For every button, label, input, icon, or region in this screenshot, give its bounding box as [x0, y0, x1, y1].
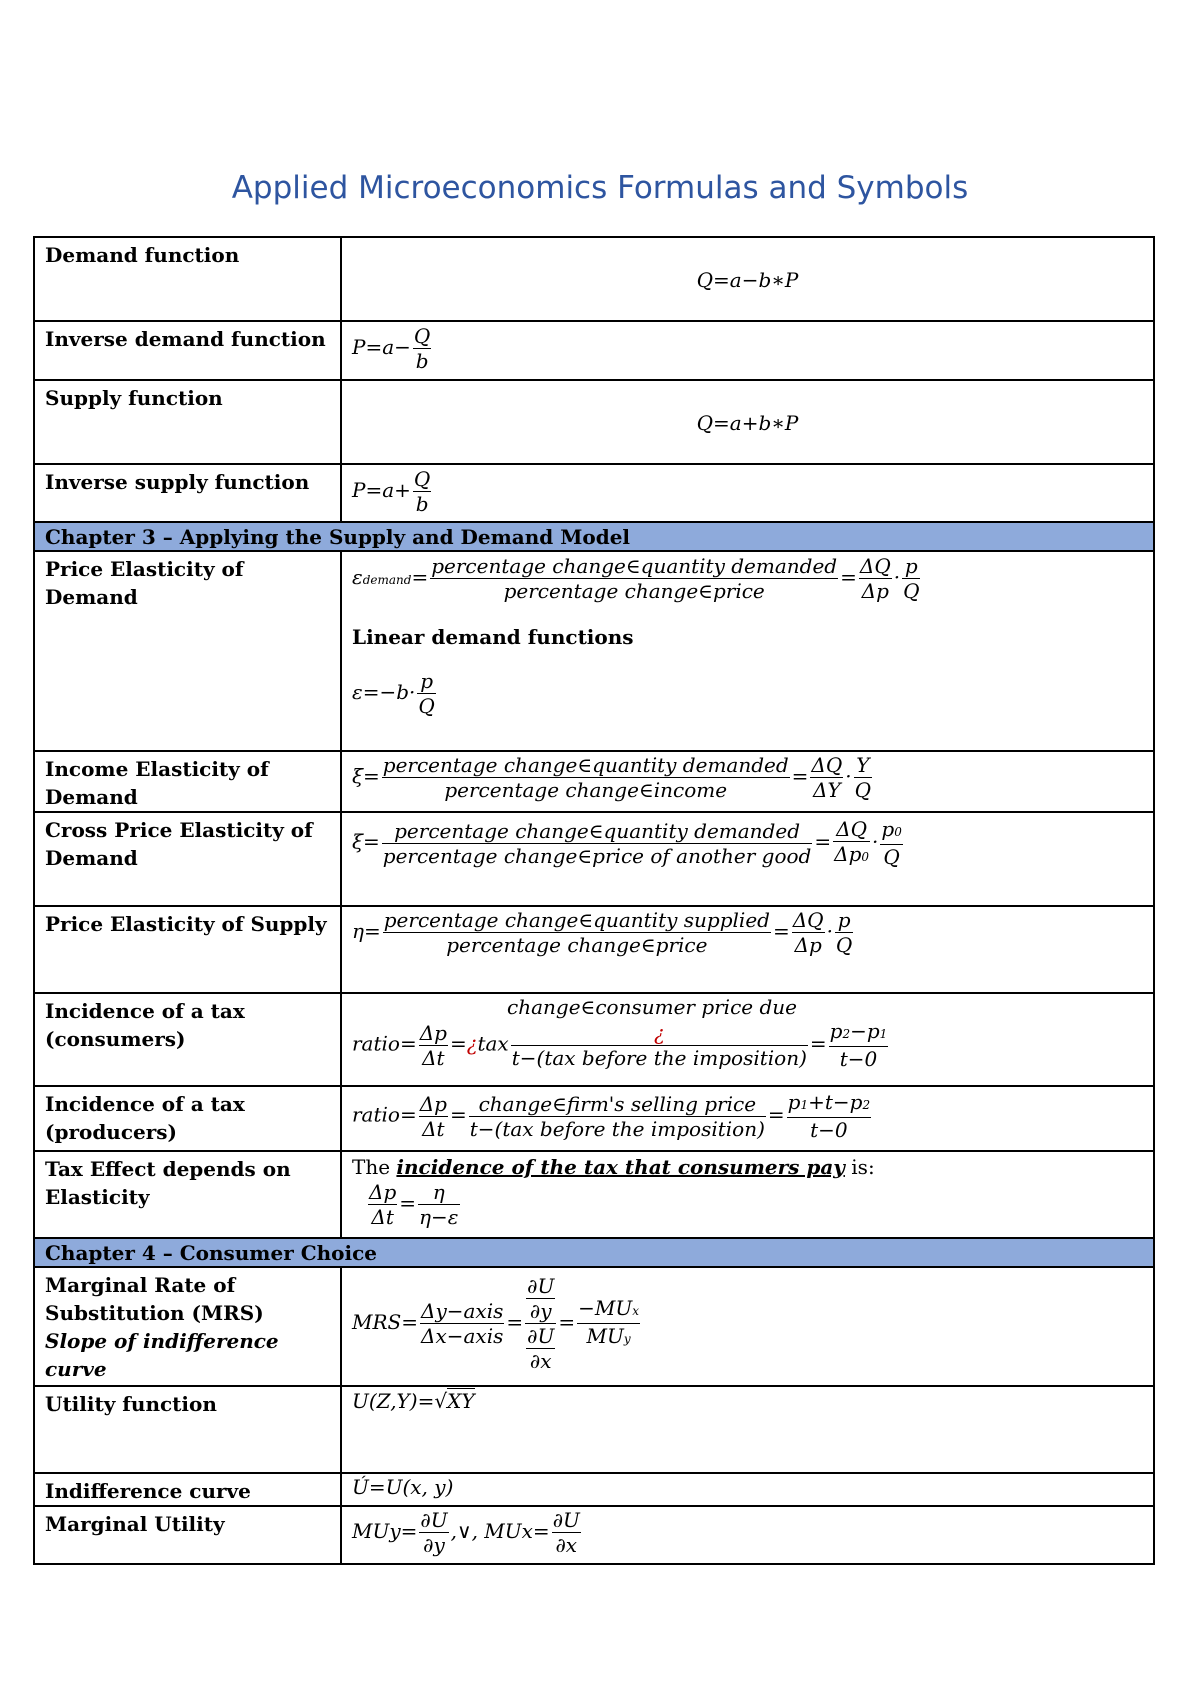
epsilon-symbol: ε — [352, 565, 363, 589]
fraction-numerator: Q — [413, 467, 431, 491]
fraction-denominator: t−(tax before the imposition) — [469, 1116, 765, 1141]
fraction-numerator: ∂U — [527, 1274, 555, 1298]
fraction-denominator: Δp — [861, 579, 889, 603]
row-label: Tax Effect depends on — [45, 1157, 291, 1181]
fraction-denominator: Δp — [794, 933, 822, 957]
row-label: Demand function — [34, 237, 341, 321]
table-row: Price Elasticity of Supply η= $\frac{\text{percentage change∈quantity supplied}}{\text{percentage change∈price}}$ = $\frac{\Delta Q}{\Delta p}$ · $\frac{p}{Q}$ — [34, 906, 1154, 993]
linear-demand-subheading: Linear demand functions — [352, 625, 634, 649]
fraction-denominator: ∂y — [529, 1299, 552, 1323]
body-text: The — [352, 1155, 397, 1179]
table-row: Price Elasticity of Demand εdemand= $\frac{\text{percentage change∈quantity demanded}}{\text{percentage change∈price}}$ = $\frac{\Delta Q}{\Delta p}$ · $\frac{p}{Q}$ Linear demand functions ε=−b· $\frac{p}{Q}$ — [34, 551, 1154, 751]
emphasis-text: incidence of the tax that consumers pay — [396, 1155, 845, 1179]
fraction-denominator: Q — [418, 694, 435, 718]
fraction-denominator: Δt — [422, 1045, 445, 1070]
error-mark: ¿ — [466, 1031, 478, 1056]
fraction-denominator: Q — [883, 845, 900, 869]
subscript: 1 — [879, 1027, 888, 1041]
fraction-numerator: p — [787, 1090, 801, 1114]
row-label: Cross Price Elasticity of — [45, 818, 313, 842]
row-label: Marginal Utility — [34, 1506, 341, 1564]
row-label: Slope of indifference — [45, 1329, 279, 1353]
chapter-heading — [34, 1238, 1154, 1267]
fraction-denominator: b — [415, 492, 429, 516]
formula-text: ξ= — [352, 764, 380, 788]
fraction-numerator: ΔQ — [792, 908, 824, 932]
row-label: Demand — [45, 785, 138, 809]
fraction-numerator: η — [418, 1180, 459, 1205]
fraction-numerator-part: +t−p — [808, 1090, 863, 1114]
formula-text: MUy= — [352, 1519, 418, 1543]
table-row: Incidence of a tax (producers) ratio= $\frac{\Delta p}{\Delta t}$ = $\frac{\text{change∈firm's selling price}}{\text{t−(tax before the imposition)}}$ = $\frac{p1+t-p2}{t-0}$ — [34, 1086, 1154, 1151]
fraction-denominator: Q — [835, 933, 853, 957]
supply-function-formula: 𝑄=𝑎+𝑏∗𝑃 — [696, 411, 799, 435]
formula-text: Ú=U(x, y) — [352, 1475, 454, 1499]
subscript: y — [623, 1332, 631, 1346]
fraction-denominator: MU — [586, 1324, 624, 1348]
fraction-numerator: p — [835, 908, 853, 933]
fraction-numerator: p — [902, 554, 920, 579]
table-row — [34, 1473, 1154, 1506]
fraction-numerator-part: −p — [850, 1019, 880, 1043]
row-label: curve — [45, 1357, 107, 1381]
fraction-denominator: percentage change∈price — [446, 933, 708, 957]
subscript: 1 — [800, 1098, 809, 1112]
row-label: Utility function — [34, 1386, 341, 1473]
formula-text: ,∨, MUx= — [450, 1519, 550, 1543]
table-row — [34, 380, 1154, 464]
fraction-denominator: Q — [903, 579, 920, 603]
fraction-numerator: Δp — [419, 1020, 447, 1045]
fraction-numerator: p — [881, 817, 895, 841]
fraction-numerator: ΔQ — [811, 753, 843, 777]
fraction-numerator: ∂U — [552, 1508, 580, 1532]
epsilon-subscript: demand — [362, 573, 412, 587]
fraction-denominator: t−0 — [839, 1047, 878, 1071]
fraction-denominator: Δp — [834, 842, 862, 866]
fraction-denominator: Q — [854, 778, 872, 802]
fraction-numerator: ¿ — [511, 1021, 808, 1046]
fraction-denominator: percentage change∈income — [444, 778, 728, 802]
fraction-denominator: ∂x — [555, 1533, 578, 1557]
row-label: Indifference curve — [34, 1473, 341, 1506]
row-label: (producers) — [45, 1120, 178, 1144]
formula-text: ε=−b· — [352, 680, 416, 704]
table-row — [34, 321, 1154, 380]
row-label: Substitution (MRS) — [45, 1301, 264, 1325]
table-row — [34, 1386, 1154, 1473]
row-label: Incidence of a tax — [45, 1092, 245, 1116]
fraction-denominator: percentage change∈price — [503, 579, 765, 603]
radicand: XY — [447, 1389, 475, 1413]
subscript: 2 — [862, 1098, 871, 1112]
fraction-numerator: percentage change∈quantity supplied — [383, 908, 770, 932]
formula-text: MRS= — [352, 1310, 418, 1334]
fraction-numerator: Δp — [369, 1180, 397, 1204]
row-label: (consumers) — [45, 1027, 186, 1051]
fraction-denominator: Δt — [371, 1205, 394, 1229]
subscript: 2 — [842, 1027, 851, 1041]
fraction-denominator: Δx−axis — [421, 1324, 504, 1348]
fraction-numerator: p — [829, 1019, 843, 1043]
subscript: 0 — [894, 825, 902, 839]
fraction-numerator: −MU — [578, 1296, 633, 1320]
demand-function-formula: 𝑄=𝑎−𝑏∗𝑃 — [696, 268, 799, 292]
formula-text: ξ= — [352, 829, 380, 854]
subscript: x — [632, 1304, 639, 1318]
fraction-numerator: Q — [413, 324, 431, 348]
fraction-denominator: ∂x — [529, 1349, 552, 1373]
chapter-4-heading: Chapter 4 – Consumer Choice — [34, 1238, 1154, 1267]
table-row: Incidence of a tax (consumers) change∈consumer price due ratio= $\frac{\Delta p}{\Delta t}$ =¿tax $\frac{¿}{\text{t−(tax before the imposition)}}$ = $\frac{p2-p1}{t-0}$ — [34, 993, 1154, 1086]
subscript: 0 — [861, 850, 870, 864]
fraction-numerator: p — [417, 669, 435, 694]
fraction-numerator: percentage change∈quantity demanded — [382, 753, 789, 777]
fraction-denominator: b — [415, 349, 429, 373]
row-label: Price Elasticity of — [45, 557, 244, 581]
fraction-denominator: percentage change∈price of another good — [382, 843, 812, 868]
fraction-numerator: Δp — [419, 1091, 447, 1116]
row-label: Incidence of a tax — [45, 999, 245, 1023]
fraction-denominator: t−(tax before the imposition) — [511, 1045, 807, 1070]
table-row — [34, 237, 1154, 321]
formula-text: ratio= — [352, 1102, 417, 1127]
fraction-numerator: percentage change∈quantity demanded — [382, 819, 813, 844]
formula-text: tax — [477, 1031, 509, 1056]
row-label: Demand — [45, 846, 138, 870]
fraction-numerator: Y — [854, 753, 872, 778]
formula-text: change∈consumer price due — [507, 995, 797, 1019]
formula-table — [33, 236, 1155, 1565]
fraction-denominator: Δt — [422, 1116, 445, 1141]
row-label: Supply function — [34, 380, 341, 464]
table-row: Cross Price Elasticity of Demand ξ= $\frac{\text{percentage change∈quantity demanded}}{\text{percentage change∈price of another good}}$ = $\frac{\Delta Q}{\Delta p0}$ · $\frac{p0}{Q}$ — [34, 812, 1154, 906]
fraction-numerator: ΔQ — [859, 554, 891, 578]
formula-text: η= — [352, 919, 381, 943]
formula-text: ratio= — [352, 1031, 417, 1056]
fraction-denominator: ΔY — [813, 778, 841, 802]
formula-text: = — [449, 1031, 467, 1056]
table-row — [34, 464, 1154, 522]
fraction-denominator: η−ε — [419, 1205, 459, 1229]
fraction-numerator: percentage change∈quantity demanded — [431, 554, 838, 578]
fraction-numerator: ΔQ — [833, 817, 870, 842]
page-title: Applied Microeconomics Formulas and Symbols — [231, 170, 969, 206]
fraction-numerator: ∂U — [420, 1508, 448, 1532]
row-label: Elasticity — [45, 1185, 150, 1209]
body-text: is: — [844, 1155, 875, 1179]
fraction-numerator: change∈firm's selling price — [469, 1092, 766, 1117]
fraction-numerator: ∂U — [527, 1324, 555, 1348]
chapter-heading — [34, 522, 1154, 551]
row-label: Inverse supply function — [34, 464, 341, 522]
fraction-denominator: ∂y — [423, 1533, 445, 1557]
sqrt-icon: √ — [434, 1389, 448, 1413]
fraction-denominator: t−0 — [810, 1118, 848, 1142]
formula-text: P=a+ — [352, 478, 411, 502]
row-label: Price Elasticity of Supply — [34, 906, 341, 993]
row-label: Income Elasticity of — [45, 757, 269, 781]
chapter-3-heading: Chapter 3 – Applying the Supply and Demand Model — [34, 522, 1154, 551]
row-label: Demand — [45, 585, 138, 609]
table-row: Income Elasticity of Demand ξ= $\frac{\text{percentage change∈quantity demanded}}{\text{percentage change∈income}}$ = $\frac{\Delta Q}{\Delta Y}$ · $\frac{Y}{Q}$ — [34, 751, 1154, 812]
formula-text: U(Z,Y)= — [352, 1389, 435, 1413]
formula-text: P=a− — [352, 335, 411, 359]
table-row — [34, 1506, 1154, 1564]
table-row: Marginal Rate of Substitution (MRS) Slope of indifference curve MRS= $\frac{\text{Δy−axis}}{\text{Δx−axis}}$ = $\frac{\frac{\partial U}{\partial y}}{\frac{\partial U}{\partial x}}$ = $\frac{\text{−MUx}}{\text{MUy}}$ — [34, 1267, 1154, 1386]
row-label: Inverse demand function — [34, 321, 341, 380]
row-label: Marginal Rate of — [45, 1273, 236, 1297]
fraction-numerator: Δy−axis — [421, 1299, 504, 1323]
table-row: Tax Effect depends on Elasticity The incidence of the tax that consumers pay is: $\frac{\Delta p}{\Delta t}$ = $\frac{\eta}{\eta-\varepsilon}$ — [34, 1151, 1154, 1238]
